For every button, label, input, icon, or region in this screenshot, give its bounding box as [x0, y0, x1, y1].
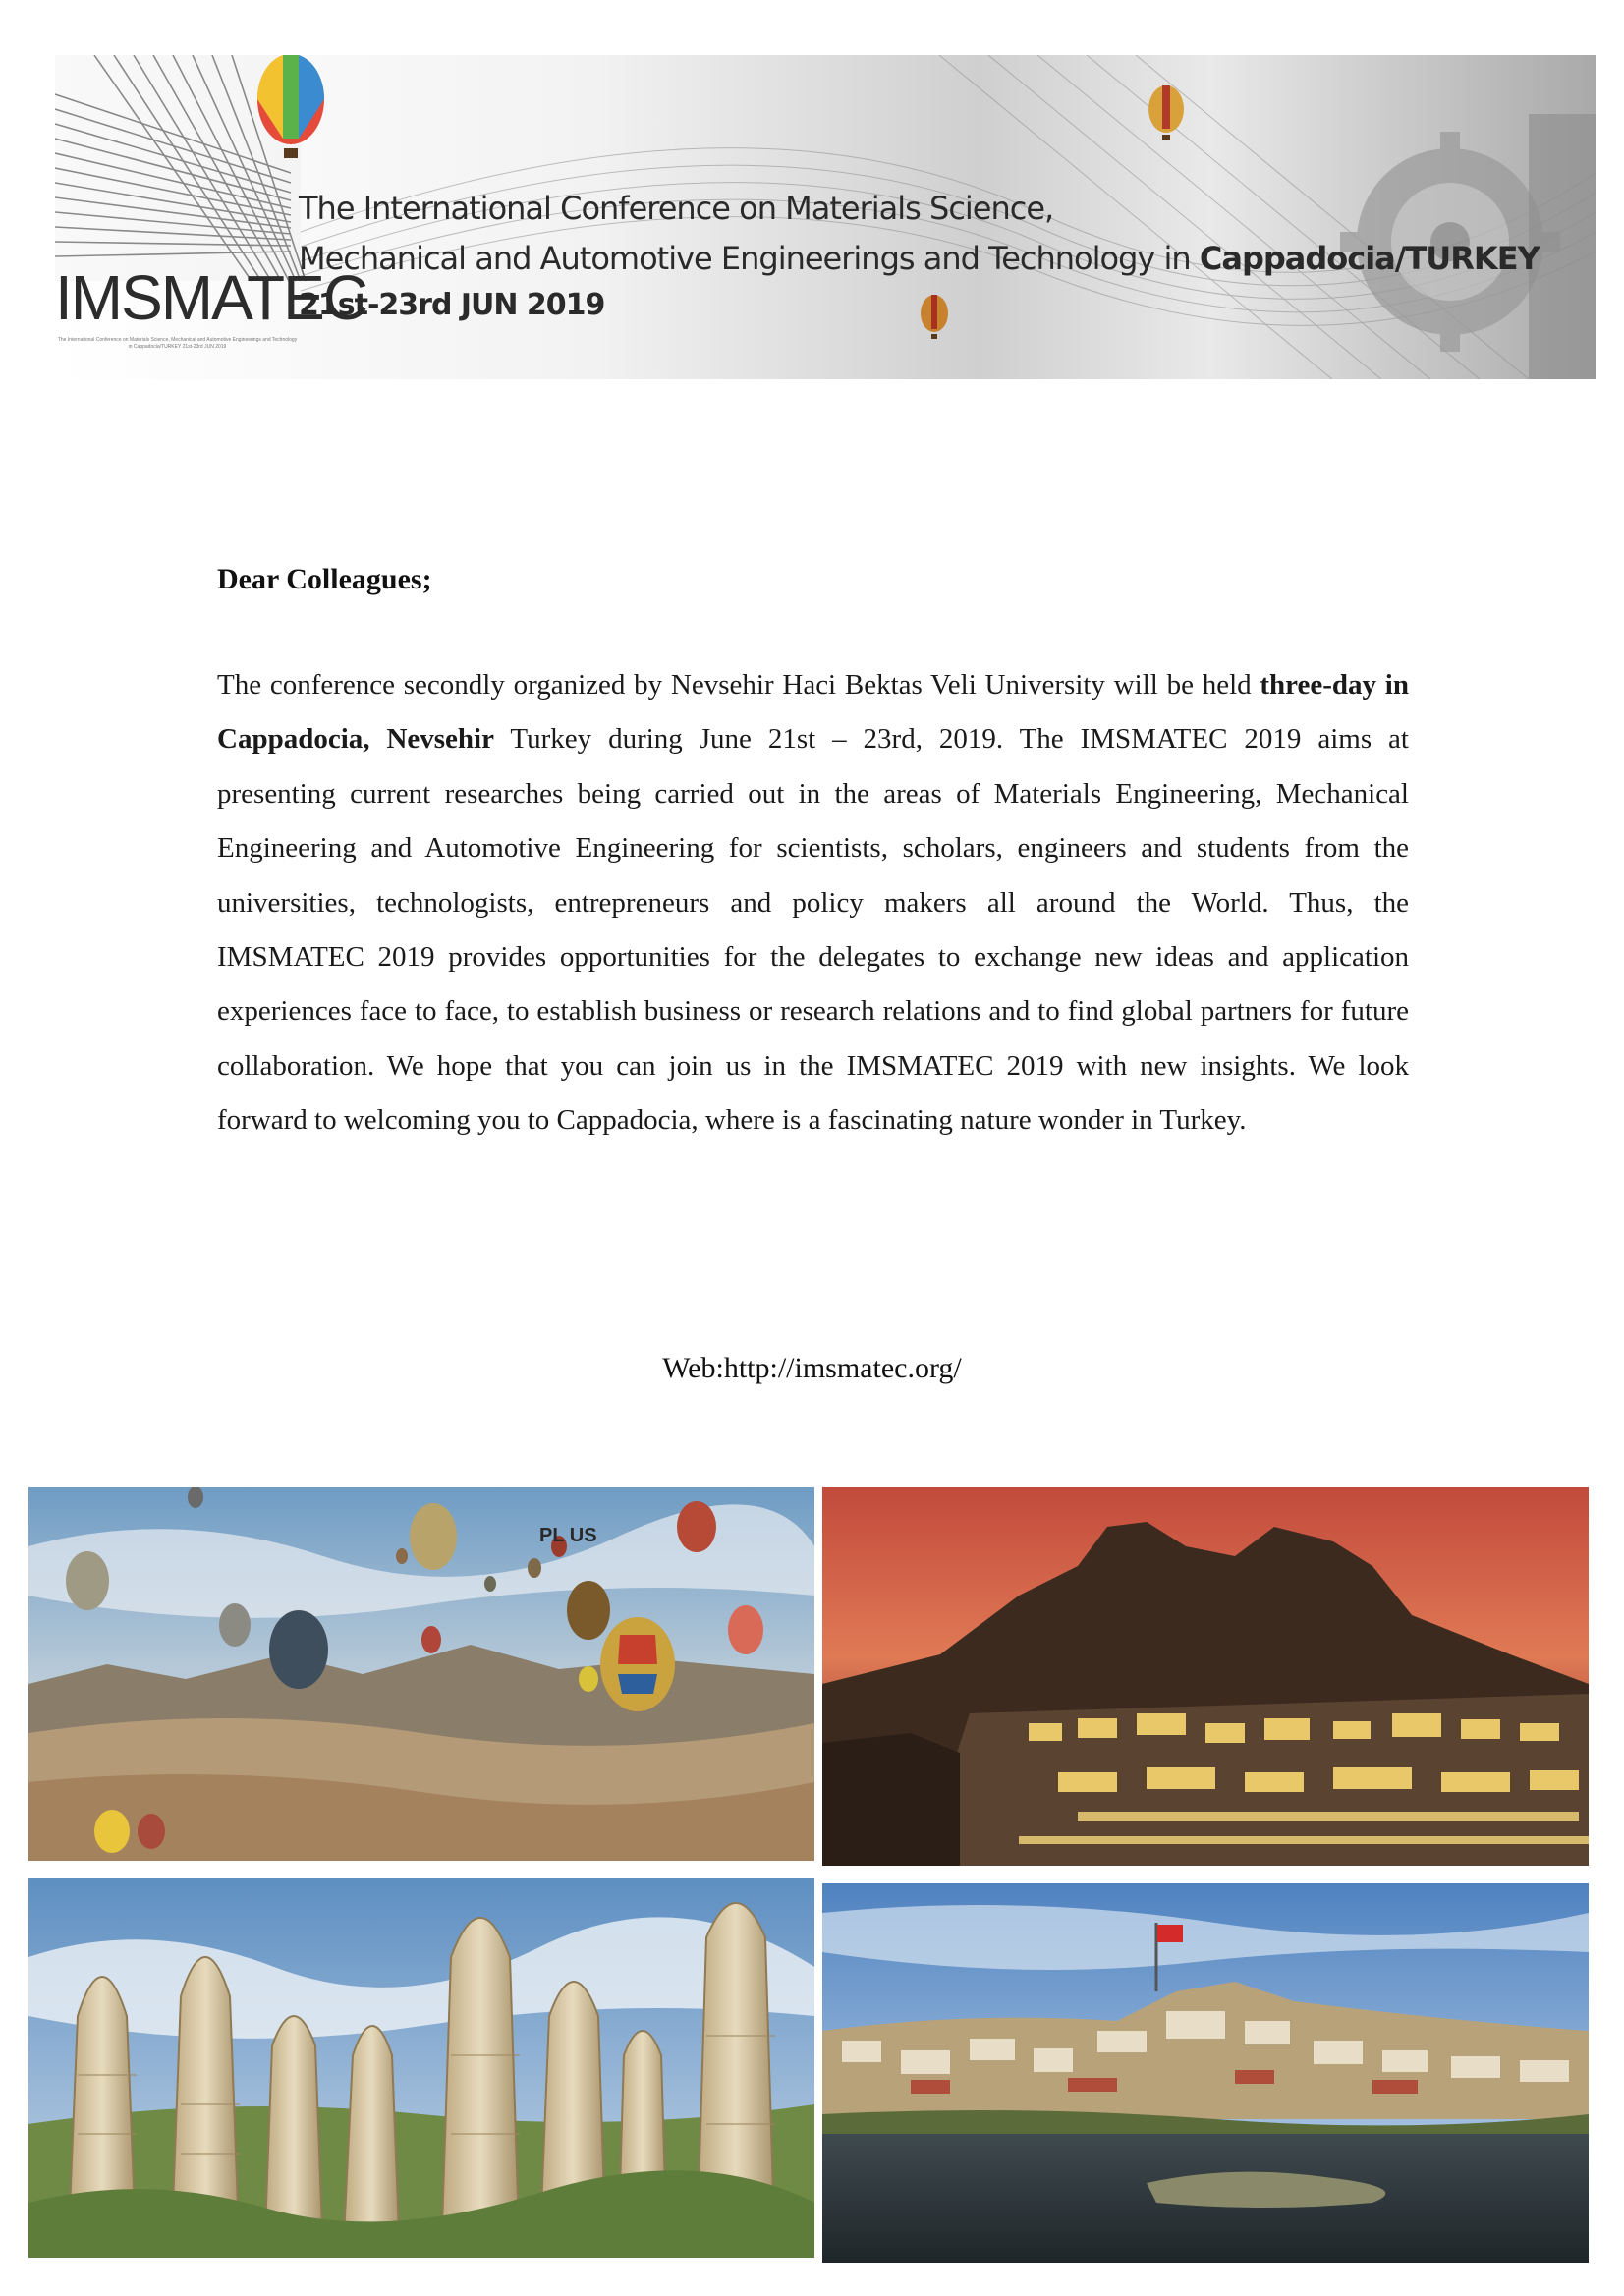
conference-banner	[55, 55, 1596, 379]
salutation: Dear Colleagues;	[217, 563, 432, 595]
banner-location: Cappadocia/TURKEY	[1199, 240, 1540, 277]
banner-title-line-1: The International Conference on Materials Science,	[299, 190, 1054, 227]
uchisar-castle-photo	[822, 1487, 1589, 1866]
body-text-part-1: The conference secondly organized by Nevsehir Haci Bektas Veli University will be held	[217, 669, 1260, 700]
hot-air-balloons-photo	[28, 1487, 814, 1861]
logo-tagline: The International Conference on Materials Science, Mechanical and Automotive Engineerings and Technology in Cappadocia/TURKEY 21st-23rd JUN 2019	[57, 337, 298, 350]
logo-wordmark: IMSMATEC	[55, 262, 367, 333]
body-text-part-2: Turkey during June 21st – 23rd, 2019. The IMSMATEC 2019 aims at presenting current researches being carried out in the areas of Materials Engineering, Mechanical Engineering and Automotive Engineering for scientists, scholars, engineers and students from the universities, technologists, entrepreneurs and policy makers all around the World. Thus, the IMSMATEC 2019 provides opportunities for the delegates to exchange new ideas and application experiences face to face, to establish business or research relations and to find global partners for future collaboration. We hope that you can join us in the IMSMATEC 2019 with new insights. We look forward to welcoming you to Cappadocia, where is a fascinating nature wonder in Turkey.	[217, 723, 1409, 1137]
fairy-chimneys-photo	[28, 1878, 814, 2258]
balloon-lettering: PL US	[539, 1525, 597, 1546]
letter-body	[217, 658, 1409, 1148]
banner-dates: 21st-23rd JUN 2019	[299, 288, 605, 322]
banner-title-line-2	[299, 240, 1540, 277]
body-text-bold: three-day in Cappadocia, Nevsehir	[217, 669, 1409, 756]
banner-line-2-text: Mechanical and Automotive Engineerings and Technology in	[299, 240, 1200, 277]
website-link[interactable]: Web:http://imsmatec.org/	[662, 1352, 962, 1384]
nevsehir-river-town-photo	[822, 1883, 1589, 2263]
